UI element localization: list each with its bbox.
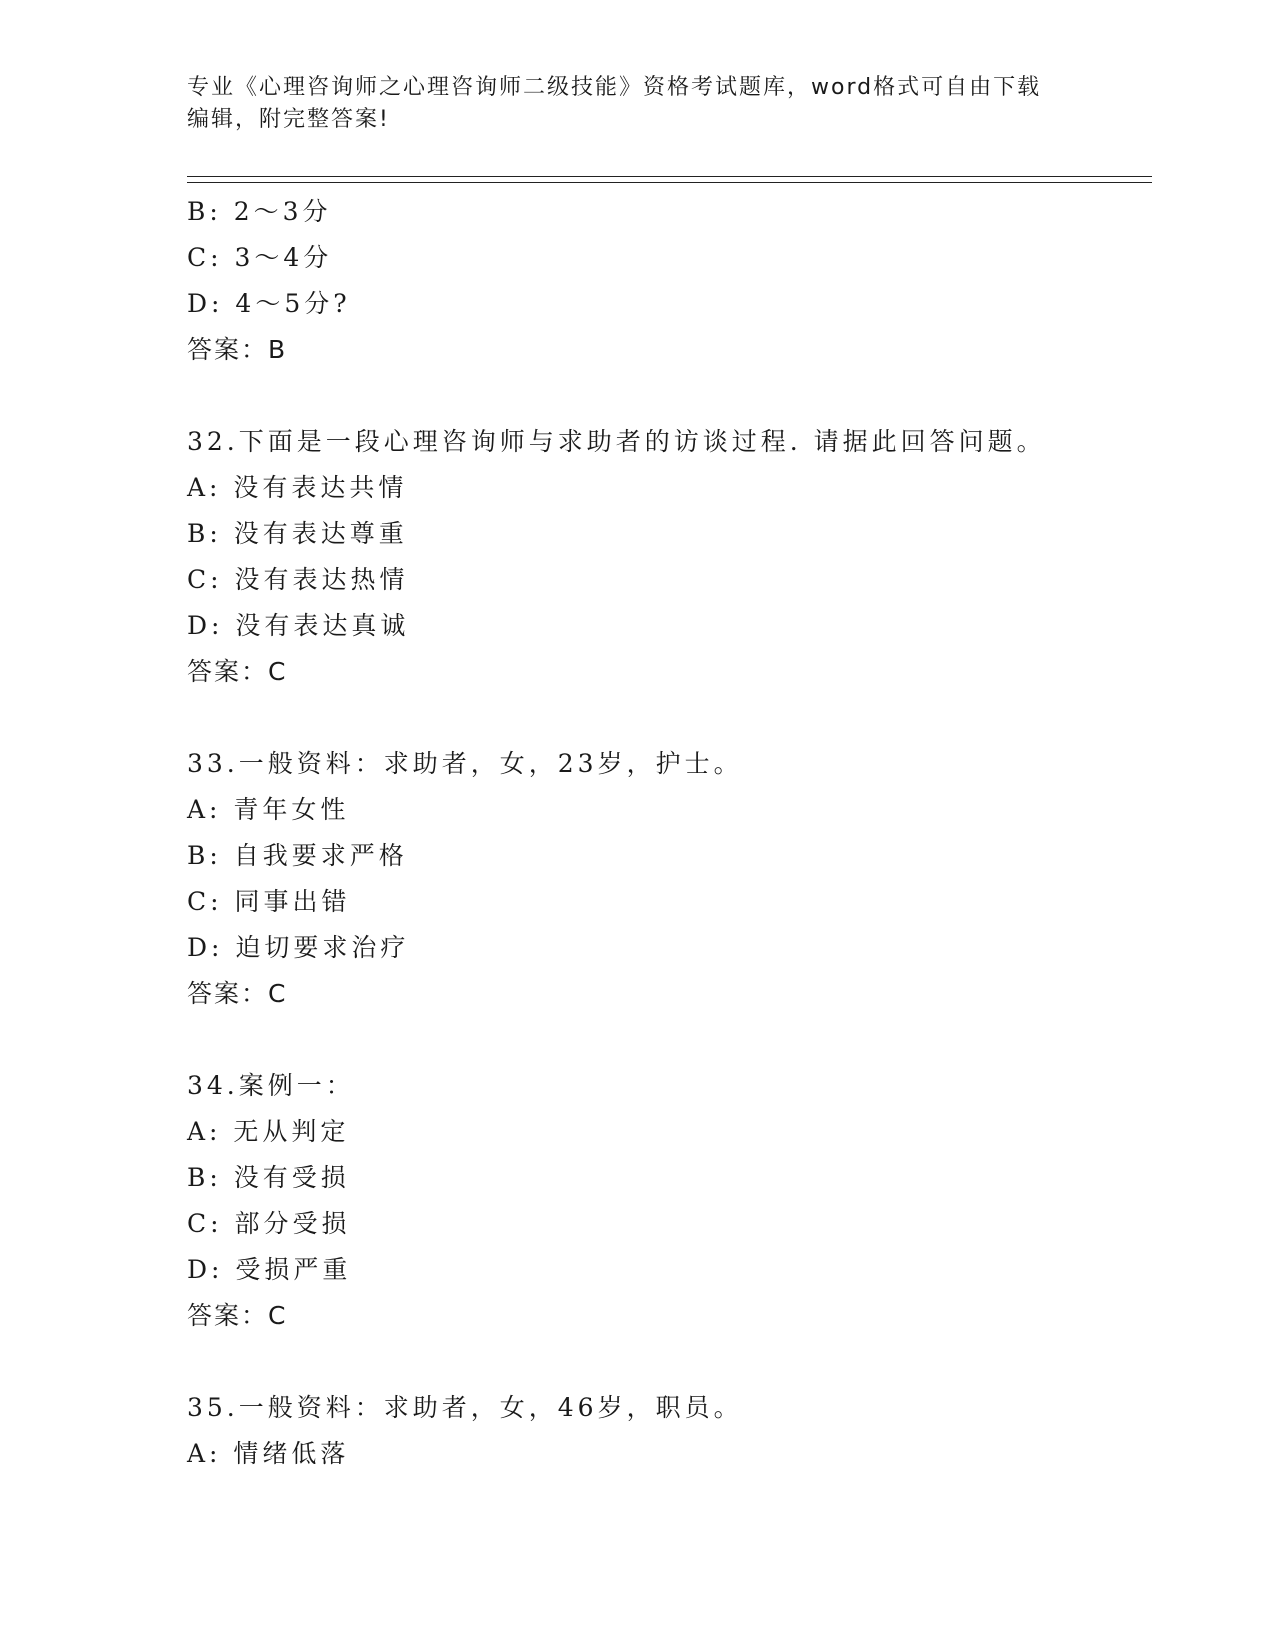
option-a: A: 没有表达共情 <box>187 473 408 502</box>
answer-line: 答案：C <box>187 979 288 1008</box>
option-d: D: 迫切要求治疗 <box>187 933 410 962</box>
option-a: A: 青年女性 <box>187 795 350 824</box>
option-c: C: 部分受损 <box>187 1209 351 1238</box>
question-32-block <box>187 419 1147 695</box>
header-line-1: 专业《心理咨询师之心理咨询师二级技能》资格考试题库，word格式可自由下载 <box>187 75 1042 100</box>
spacer <box>187 1339 1147 1385</box>
answer-line: 答案：C <box>187 1301 288 1330</box>
question-text: 35.一般资料：求助者，女，46岁，职员。 <box>187 1393 743 1422</box>
question-text: 34.案例一： <box>187 1071 355 1100</box>
answer-line: 答案：B <box>187 335 288 364</box>
question-content <box>187 189 1147 1477</box>
spacer <box>187 695 1147 741</box>
question-text: 33.一般资料：求助者，女，23岁，护士。 <box>187 749 743 778</box>
option-d: D: 没有表达真诚 <box>187 611 410 640</box>
option-b: B: 没有受损 <box>187 1163 350 1192</box>
option-b: B: 2～3分 <box>187 197 332 226</box>
question-35-block <box>187 1385 1147 1477</box>
spacer <box>187 373 1147 419</box>
header-line-2: 编辑，附完整答案! <box>187 107 390 132</box>
header-divider-top <box>187 176 1152 177</box>
document-header <box>187 72 1067 136</box>
option-c: C: 同事出错 <box>187 887 351 916</box>
header-divider-bottom <box>187 182 1152 183</box>
option-d: D: 受损严重 <box>187 1255 352 1284</box>
option-d: D: 4～5分? <box>187 289 351 318</box>
question-text: 32.下面是一段心理咨询师与求助者的访谈过程. 请据此回答问题。 <box>187 427 1046 456</box>
option-a: A: 无从判定 <box>187 1117 350 1146</box>
option-c: C: 3～4分 <box>187 243 333 272</box>
option-c: C: 没有表达热情 <box>187 565 409 594</box>
prev-question-block <box>187 189 1147 373</box>
question-34-block <box>187 1063 1147 1339</box>
question-33-block <box>187 741 1147 1017</box>
spacer <box>187 1017 1147 1063</box>
option-b: B: 自我要求严格 <box>187 841 408 870</box>
option-b: B: 没有表达尊重 <box>187 519 408 548</box>
answer-line: 答案：C <box>187 657 288 686</box>
option-a: A: 情绪低落 <box>187 1439 350 1468</box>
